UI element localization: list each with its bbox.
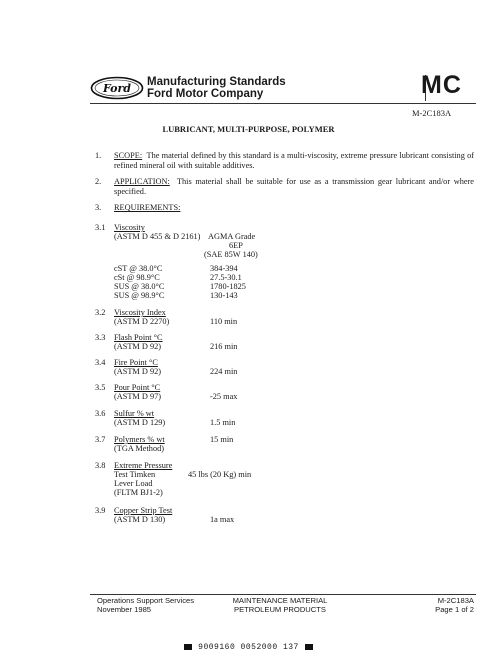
section-2-body [114, 177, 474, 196]
req-3-3-method: (ASTM D 92) [114, 342, 162, 351]
footer-right [380, 597, 474, 614]
req-3-8-title: Extreme Pressure [114, 461, 173, 470]
header-title-line1: Manufacturing Standards [147, 76, 286, 88]
section-1-body [114, 151, 474, 170]
section-3-heading: REQUIREMENTS: [114, 203, 181, 212]
barcode-text: 9009160 0052000 137 [198, 643, 299, 652]
req-3-8-number: 3.8 [95, 461, 106, 470]
footer-right-line1: M-2C183A [437, 596, 474, 605]
footer-right-line2: Page 1 of 2 [435, 604, 474, 614]
req-3-9-title: Copper Strip Test [114, 506, 173, 515]
req-3-4-value: 224 min [210, 367, 238, 376]
header-rule [90, 103, 476, 104]
req-3-2-title: Viscosity Index [114, 308, 166, 317]
req-3-3-value: 216 min [210, 342, 238, 351]
visc-row-1-value: 384-394 [210, 264, 238, 273]
req-3-3-number: 3.3 [95, 333, 106, 342]
req-3-4-title: Fire Point °C [114, 358, 158, 367]
footer-left-line1: Operations Support Services [97, 596, 195, 605]
req-3-6-title: Sulfur % wt [114, 409, 155, 418]
footer-left [97, 597, 194, 614]
header-title [147, 76, 286, 100]
req-3-6-value: 1.5 min [210, 418, 236, 427]
barcode-block-left [184, 644, 192, 650]
req-3-9-value: 1a max [210, 515, 235, 524]
footer-left-line2: November 1985 [97, 604, 152, 614]
req-3-7-value: 15 min [210, 435, 234, 444]
req-3-1-grade-line2: 6EP [229, 241, 243, 250]
visc-row-4-label: SUS @ 98.9°C [114, 291, 165, 300]
visc-row-3-label: SUS @ 38.0°C [114, 282, 165, 291]
req-3-8-value: 45 lbs (20 Kg) min [188, 470, 252, 479]
section-3-number: 3. [95, 203, 102, 212]
req-3-1-method: (ASTM D 455 & D 2161) [114, 232, 201, 241]
req-3-4-method: (ASTM D 92) [114, 367, 162, 376]
req-3-5-method: (ASTM D 97) [114, 392, 162, 401]
footer-center-line1: MAINTENANCE MATERIAL [232, 596, 328, 605]
req-3-2-method: (ASTM D 2270) [114, 317, 170, 326]
req-3-7-method: (TGA Method) [114, 444, 165, 453]
req-3-1-number: 3.1 [95, 223, 106, 232]
barcode-strip [0, 643, 497, 652]
req-3-1-grade-line3: (SAE 85W 140) [204, 250, 258, 259]
req-3-6-number: 3.6 [95, 409, 106, 418]
footer-rule [90, 594, 476, 595]
req-3-5-value: -25 max [210, 392, 238, 401]
req-3-8-line3: Lever Load [114, 479, 153, 488]
req-3-2-value: 110 min [210, 317, 238, 326]
barcode-block-right [305, 644, 313, 650]
req-3-5-title: Pour Point °C [114, 383, 161, 392]
req-3-8-method: (FLTM BJ1-2) [114, 488, 163, 497]
req-3-1-grade-line1: AGMA Grade [208, 232, 256, 241]
header-title-line2: Ford Motor Company [147, 88, 264, 100]
section-2-heading: APPLICATION: [114, 177, 170, 186]
req-3-9-number: 3.9 [95, 506, 106, 515]
req-3-6-method: (ASTM D 129) [114, 418, 166, 427]
visc-row-2-value: 27.5-30.1 [210, 273, 242, 282]
section-1-text: The material defined by this standard is a multi-viscosity, extreme pressure lubricant consisting of refined mineral oil with suitable additives. [114, 151, 475, 170]
req-3-8-line2: Test Timken [114, 470, 156, 479]
section-2-text: This material shall be suitable for use as a transmission gear lubricant and/or where specified. [114, 177, 474, 196]
ford-logo-text: Ford [102, 82, 132, 95]
visc-row-2-label: cSt @ 98.9°C [114, 273, 160, 282]
req-3-7-number: 3.7 [95, 435, 106, 444]
ford-logo [90, 76, 144, 100]
visc-row-3-value: 1780-1825 [210, 282, 246, 291]
doc-number: M-2C183A [412, 108, 452, 118]
req-3-4-number: 3.4 [95, 358, 106, 367]
footer-center [210, 597, 350, 614]
req-3-3-title: Flash Point °C [114, 333, 163, 342]
section-2-number: 2. [95, 177, 102, 186]
visc-row-1-label: cST @ 38.0°C [114, 264, 163, 273]
doc-title: LUBRICANT, MULTI-PURPOSE, POLYMER [162, 124, 335, 134]
section-1-heading: SCOPE: [114, 151, 143, 160]
visc-row-4-value: 130-143 [210, 291, 238, 300]
req-3-2-number: 3.2 [95, 308, 106, 317]
footer-center-line2: PETROLEUM PRODUCTS [234, 604, 326, 614]
req-3-7-title: Polymers % wt [114, 435, 165, 444]
req-3-1-title: Viscosity [114, 223, 145, 232]
req-3-5-number: 3.5 [95, 383, 106, 392]
header-code: MC [421, 71, 462, 99]
section-1-number: 1. [95, 151, 102, 160]
req-3-9-method: (ASTM D 130) [114, 515, 166, 524]
